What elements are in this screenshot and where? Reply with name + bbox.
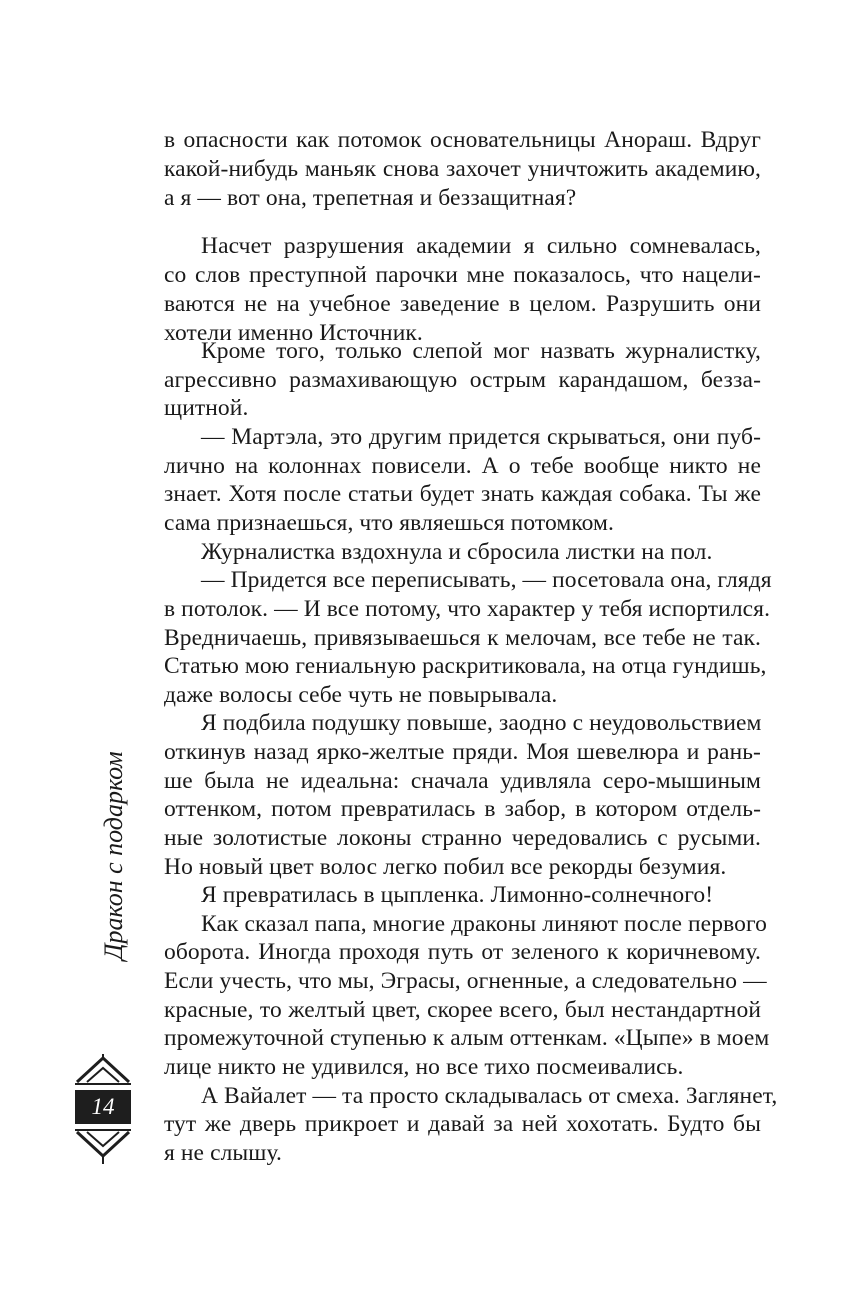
text-line: тут же дверь прикроет и давай за ней хохотать. Будто бы xyxy=(164,1111,761,1137)
text-line: откинув назад ярко-желтые пряди. Моя шевелюра и рань- xyxy=(164,739,761,765)
text-line: Журналистка вздохнула и сбросила листки на пол. xyxy=(201,539,713,565)
text-line: А Вайалет — та просто складывалась от смеха. Заглянет, xyxy=(201,1083,778,1109)
text-line: ные золотистые локоны странно чередовались с русыми. xyxy=(164,825,761,851)
text-line: какой-нибудь маньяк снова захочет уничтожить академию, xyxy=(164,156,761,182)
text-line: в опасности как потомок основательницы Анораш. Вдруг xyxy=(164,127,761,153)
text-line: ваются не на учебное заведение в целом. Разрушить они xyxy=(164,291,761,317)
text-line: Если учесть, что мы, Эграсы, огненные, а следовательно — xyxy=(164,968,767,994)
text-line: Статью мою гениальную раскритиковала, на отца гундишь, xyxy=(164,653,767,679)
text-line: Я превратилась в цыпленка. Лимонно-солнечного! xyxy=(201,882,714,908)
text-line: знает. Хотя после статьи будет знать каждая собака. Ты же xyxy=(164,481,761,507)
text-line: в потолок. — И все потому, что характер у тебя испортился. xyxy=(164,596,771,622)
text-line: лично на колоннах повисели. А о тебе вообще никто не xyxy=(164,453,761,479)
text-line: оборота. Иногда проходя путь от зеленого к коричневому. xyxy=(164,939,761,965)
running-title-text: Дракон с подарком xyxy=(99,751,128,960)
text-line: Насчет разрушения академии я сильно сомневалась, xyxy=(201,233,761,259)
text-line: даже волосы себе чуть не повырывала. xyxy=(164,682,558,708)
page-number: 14 xyxy=(75,1090,131,1124)
text-line: щитной. xyxy=(164,395,249,421)
text-line: агрессивно размахивающую острым карандашом, безза- xyxy=(164,367,761,393)
ornament-top-icon xyxy=(75,1052,131,1086)
text-line: ше была не идеальна: сначала удивляла серо-мышиным xyxy=(164,768,761,794)
text-line: хотели именно Источник. xyxy=(164,320,423,346)
text-line: лице никто не удивился, но все тихо посмеивались. xyxy=(164,1054,684,1080)
text-line: Кроме того, только слепой мог назвать журналистку, xyxy=(201,338,761,364)
text-line: — Придется все переписывать, — посетовала она, глядя xyxy=(201,567,772,593)
text-line: Как сказал папа, многие драконы линяют после первого xyxy=(201,911,767,937)
ornament-bottom-icon xyxy=(75,1128,131,1168)
text-line: Я подбила подушку повыше, заодно с неудовольствием xyxy=(201,710,762,736)
text-line: я не слышу. xyxy=(164,1140,282,1166)
text-line: Вредничаешь, привязываешься к мелочам, все тебе не так. xyxy=(164,625,761,651)
text-line: оттенком, потом превратилась в забор, в котором отдель- xyxy=(164,796,761,822)
text-line: со слов преступной парочки мне показалось, что нацели- xyxy=(164,262,761,288)
text-line: а я — вот она, трепетная и беззащитная? xyxy=(164,185,577,211)
text-line: сама признаешься, что являешься потомком. xyxy=(164,510,615,536)
text-line: красные, то желтый цвет, скорее всего, был нестандартной xyxy=(164,997,761,1023)
text-line: промежуточной ступенью к алым оттенкам. «Цыпе» в моем xyxy=(164,1025,770,1051)
text-line: — Мартэла, это другим придется скрываться, они пуб- xyxy=(201,424,761,450)
text-line: Но новый цвет волос легко побил все рекорды безумия. xyxy=(164,854,727,880)
